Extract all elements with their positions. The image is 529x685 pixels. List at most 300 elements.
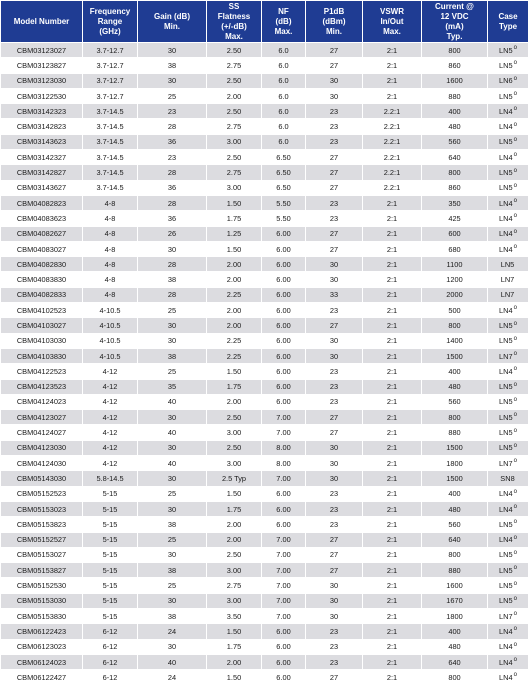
current-cell: 350 — [422, 196, 487, 210]
case-type-cell — [488, 441, 528, 455]
case-footnote-mark: o — [513, 136, 517, 143]
vswr-cell: 2:1 — [363, 242, 421, 256]
case-type-cell — [488, 425, 528, 439]
case-footnote-mark: o — [513, 91, 517, 98]
ss-flatness-cell: 2.00 — [207, 303, 261, 317]
frequency-range-cell: 3.7-14.5 — [83, 150, 137, 164]
case-type-cell — [488, 517, 528, 531]
p1db-cell: 27 — [306, 548, 362, 562]
frequency-range-cell: 4-12 — [83, 441, 137, 455]
case-type-label: LN5 — [499, 60, 513, 70]
nf-cell: 7.00 — [262, 594, 305, 608]
vswr-cell: 2:1 — [363, 334, 421, 348]
table-row — [1, 227, 528, 241]
nf-cell: 6.00 — [262, 242, 305, 256]
table-row — [1, 487, 528, 501]
header-line: Case — [498, 11, 518, 21]
header-line: Model Number — [13, 16, 70, 26]
case-type-cell — [488, 227, 528, 241]
gain-cell: 40 — [138, 425, 206, 439]
ss-flatness-cell: 2.00 — [207, 517, 261, 531]
nf-cell: 6.0 — [262, 89, 305, 103]
nf-cell: 6.50 — [262, 165, 305, 179]
current-cell: 640 — [422, 533, 487, 547]
vswr-cell: 2:1 — [363, 288, 421, 302]
case-type-cell — [488, 563, 528, 577]
case-type-label: LN4 — [499, 504, 513, 514]
case-type-label: LN5 — [499, 519, 513, 529]
gain-cell: 30 — [138, 334, 206, 348]
header-line: Min. — [326, 26, 342, 36]
model-number-cell: CBM03123030 — [1, 74, 82, 88]
gain-cell: 40 — [138, 456, 206, 470]
current-cell: 1600 — [422, 578, 487, 592]
case-type-label: LN4 — [499, 152, 513, 162]
header-line: (GHz) — [99, 26, 121, 36]
gain-cell: 24 — [138, 624, 206, 638]
current-cell: 1800 — [422, 456, 487, 470]
case-footnote-mark: o — [513, 611, 517, 618]
nf-cell: 6.00 — [262, 318, 305, 332]
current-cell: 425 — [422, 211, 487, 225]
p1db-cell: 27 — [306, 425, 362, 439]
p1db-cell: 30 — [306, 89, 362, 103]
case-type-cell — [488, 135, 528, 149]
case-type-label: LN5 — [499, 382, 513, 392]
current-cell: 480 — [422, 119, 487, 133]
model-number-cell: CBM04103830 — [1, 349, 82, 363]
nf-cell: 6.00 — [262, 257, 305, 271]
frequency-range-cell: 5-15 — [83, 609, 137, 623]
case-type-cell — [488, 456, 528, 470]
case-type-cell — [488, 594, 528, 608]
table-row — [1, 502, 528, 516]
ss-flatness-cell: 2.50 — [207, 43, 261, 57]
case-footnote-mark: o — [513, 121, 517, 128]
case-type-label: LN5 — [499, 336, 513, 346]
gain-cell: 25 — [138, 487, 206, 501]
case-footnote-mark: o — [513, 213, 517, 220]
ss-flatness-cell: 3.00 — [207, 563, 261, 577]
nf-cell: 6.50 — [262, 181, 305, 195]
current-cell: 560 — [422, 395, 487, 409]
table-row — [1, 74, 528, 88]
table-row — [1, 517, 528, 531]
gain-cell: 38 — [138, 349, 206, 363]
ss-flatness-cell: 2.50 — [207, 150, 261, 164]
model-number-cell: CBM04082627 — [1, 227, 82, 241]
nf-cell: 7.00 — [262, 471, 305, 485]
nf-cell: 6.00 — [262, 487, 305, 501]
model-number-cell: CBM05153823 — [1, 517, 82, 531]
header-line: Current @ — [435, 1, 474, 11]
gain-cell: 25 — [138, 578, 206, 592]
vswr-cell: 2.2:1 — [363, 150, 421, 164]
case-type-cell — [488, 471, 528, 485]
table-row — [1, 119, 528, 133]
ss-flatness-cell: 1.50 — [207, 670, 261, 684]
p1db-cell: 23 — [306, 640, 362, 654]
header-line: NF — [278, 6, 289, 16]
table-row — [1, 395, 528, 409]
case-footnote-mark: o — [513, 519, 517, 526]
table-row — [1, 456, 528, 470]
table-row — [1, 563, 528, 577]
ss-flatness-cell: 2.75 — [207, 578, 261, 592]
case-footnote-mark: o — [513, 305, 517, 312]
vswr-cell: 2:1 — [363, 517, 421, 531]
frequency-range-cell: 5-15 — [83, 487, 137, 501]
vswr-cell: 2:1 — [363, 196, 421, 210]
nf-cell: 6.0 — [262, 104, 305, 118]
case-footnote-mark: o — [513, 427, 517, 434]
ss-flatness-cell: 3.00 — [207, 456, 261, 470]
current-cell: 1100 — [422, 257, 487, 271]
vswr-cell: 2:1 — [363, 609, 421, 623]
case-type-cell — [488, 609, 528, 623]
case-footnote-mark: o — [513, 657, 517, 664]
case-footnote-mark: o — [513, 75, 517, 82]
model-number-cell: CBM04082830 — [1, 257, 82, 271]
case-type-label: LN7 — [499, 458, 513, 468]
gain-cell: 26 — [138, 227, 206, 241]
p1db-cell: 27 — [306, 242, 362, 256]
case-type-cell — [488, 349, 528, 363]
ss-flatness-cell: 2.50 — [207, 548, 261, 562]
header-line: SS — [228, 1, 240, 11]
ss-flatness-cell: 2.75 — [207, 165, 261, 179]
case-type-label: LN4 — [499, 366, 513, 376]
current-cell: 1800 — [422, 609, 487, 623]
case-type-label: LN6 — [499, 76, 513, 86]
ss-flatness-cell: 2.75 — [207, 58, 261, 72]
current-cell: 500 — [422, 303, 487, 317]
gain-cell: 38 — [138, 609, 206, 623]
case-type-label: LN5 — [499, 397, 513, 407]
current-cell: 640 — [422, 655, 487, 669]
case-footnote-mark: o — [513, 595, 517, 602]
vswr-cell: 2:1 — [363, 380, 421, 394]
nf-cell: 6.00 — [262, 334, 305, 348]
ss-flatness-cell: 2.00 — [207, 533, 261, 547]
nf-cell: 6.00 — [262, 640, 305, 654]
model-number-cell: CBM04082833 — [1, 288, 82, 302]
p1db-cell: 30 — [306, 471, 362, 485]
vswr-cell: 2:1 — [363, 533, 421, 547]
vswr-cell: 2:1 — [363, 272, 421, 286]
gain-cell: 30 — [138, 548, 206, 562]
case-footnote-mark: o — [513, 182, 517, 189]
case-type-label: SN8 — [500, 473, 515, 483]
case-footnote-mark: o — [513, 351, 517, 358]
case-type-cell — [488, 89, 528, 103]
p1db-cell: 23 — [306, 517, 362, 531]
vswr-cell: 2:1 — [363, 640, 421, 654]
table-row — [1, 655, 528, 669]
case-type-label: LN5 — [499, 137, 513, 147]
case-footnote-mark: o — [513, 412, 517, 419]
gain-cell: 30 — [138, 242, 206, 256]
current-cell: 800 — [422, 43, 487, 57]
ss-flatness-cell: 2.00 — [207, 318, 261, 332]
case-type-cell — [488, 196, 528, 210]
gain-cell: 28 — [138, 288, 206, 302]
ss-flatness-cell: 3.00 — [207, 135, 261, 149]
nf-cell: 6.0 — [262, 43, 305, 57]
ss-flatness-cell: 3.00 — [207, 181, 261, 195]
table-row — [1, 196, 528, 210]
table-row — [1, 594, 528, 608]
vswr-cell: 2:1 — [363, 410, 421, 424]
gain-cell: 30 — [138, 74, 206, 88]
current-cell: 400 — [422, 624, 487, 638]
table-row — [1, 640, 528, 654]
case-type-label: LN5 — [499, 443, 513, 453]
case-type-cell — [488, 150, 528, 164]
vswr-cell: 2:1 — [363, 318, 421, 332]
case-type-label: LN4 — [499, 244, 513, 254]
vswr-cell: 2:1 — [363, 502, 421, 516]
header-line: P1dB — [323, 6, 345, 16]
frequency-range-cell: 5-15 — [83, 563, 137, 577]
case-type-label: LN7 — [499, 351, 513, 361]
frequency-range-cell: 5-15 — [83, 517, 137, 531]
gain-cell: 23 — [138, 104, 206, 118]
p1db-cell: 27 — [306, 533, 362, 547]
case-footnote-mark: o — [513, 458, 517, 465]
nf-cell: 5.50 — [262, 196, 305, 210]
p1db-cell: 30 — [306, 456, 362, 470]
table-body — [1, 43, 528, 684]
case-footnote-mark: o — [513, 152, 517, 159]
vswr-cell: 2:1 — [363, 227, 421, 241]
case-footnote-mark: o — [513, 244, 517, 251]
model-number-cell: CBM05153023 — [1, 502, 82, 516]
vswr-cell: 2.2:1 — [363, 165, 421, 179]
nf-cell: 6.00 — [262, 288, 305, 302]
case-type-label: LN4 — [499, 229, 513, 239]
vswr-cell: 2:1 — [363, 594, 421, 608]
case-footnote-mark: o — [513, 626, 517, 633]
case-footnote-mark: o — [513, 580, 517, 587]
model-number-cell: CBM04123027 — [1, 410, 82, 424]
current-cell: 680 — [422, 242, 487, 256]
case-type-cell — [488, 380, 528, 394]
vswr-cell: 2:1 — [363, 548, 421, 562]
ss-flatness-cell: 1.75 — [207, 640, 261, 654]
frequency-range-cell: 4-12 — [83, 395, 137, 409]
table-row — [1, 303, 528, 317]
case-footnote-mark: o — [513, 672, 517, 679]
header-p1db — [306, 1, 362, 42]
header-gain — [138, 1, 206, 42]
current-cell: 860 — [422, 58, 487, 72]
frequency-range-cell: 6-12 — [83, 655, 137, 669]
case-type-cell — [488, 119, 528, 133]
header-line: Max. — [274, 26, 293, 36]
gain-cell: 38 — [138, 272, 206, 286]
p1db-cell: 27 — [306, 165, 362, 179]
frequency-range-cell: 5-15 — [83, 548, 137, 562]
case-type-label: LN5 — [499, 45, 513, 55]
gain-cell: 25 — [138, 303, 206, 317]
case-type-cell — [488, 272, 528, 286]
frequency-range-cell: 3.7-12.7 — [83, 74, 137, 88]
case-type-label: LN5 — [499, 168, 513, 178]
case-footnote-mark: o — [513, 167, 517, 174]
table-row — [1, 548, 528, 562]
nf-cell: 6.00 — [262, 624, 305, 638]
model-number-cell: CBM05153830 — [1, 609, 82, 623]
gain-cell: 30 — [138, 318, 206, 332]
model-number-cell: CBM04124023 — [1, 395, 82, 409]
p1db-cell: 30 — [306, 349, 362, 363]
frequency-range-cell: 5-15 — [83, 578, 137, 592]
case-type-cell — [488, 410, 528, 424]
current-cell: 880 — [422, 563, 487, 577]
ss-flatness-cell: 2.50 — [207, 410, 261, 424]
case-type-cell — [488, 533, 528, 547]
header-current — [422, 1, 487, 42]
case-type-label: LN5 — [499, 320, 513, 330]
nf-cell: 6.00 — [262, 227, 305, 241]
table-row — [1, 425, 528, 439]
gain-cell: 30 — [138, 441, 206, 455]
current-cell: 400 — [422, 364, 487, 378]
frequency-range-cell: 5-15 — [83, 533, 137, 547]
model-number-cell: CBM04082823 — [1, 196, 82, 210]
model-number-cell: CBM05143030 — [1, 471, 82, 485]
case-footnote-mark: o — [513, 397, 517, 403]
vswr-cell: 2:1 — [363, 395, 421, 409]
case-type-label: LN4 — [499, 489, 513, 499]
p1db-cell: 23 — [306, 135, 362, 149]
ss-flatness-cell: 1.25 — [207, 227, 261, 241]
current-cell: 400 — [422, 104, 487, 118]
nf-cell: 8.00 — [262, 441, 305, 455]
case-type-label: LN4 — [499, 642, 513, 652]
case-type-label: LN4 — [499, 122, 513, 132]
gain-cell: 36 — [138, 181, 206, 195]
case-type-label: LN7 — [500, 290, 515, 300]
case-type-label: LN4 — [499, 305, 513, 315]
case-footnote-mark: o — [513, 534, 517, 541]
case-footnote-mark: o — [513, 565, 517, 572]
model-number-cell: CBM06122427 — [1, 670, 82, 684]
nf-cell: 7.00 — [262, 533, 305, 547]
case-footnote-mark: o — [513, 335, 517, 342]
frequency-range-cell: 4-12 — [83, 425, 137, 439]
frequency-range-cell: 6-12 — [83, 670, 137, 684]
header-model-number — [1, 1, 82, 42]
table-row — [1, 318, 528, 332]
table-row — [1, 150, 528, 164]
frequency-range-cell: 4-8 — [83, 227, 137, 241]
vswr-cell: 2:1 — [363, 578, 421, 592]
case-type-label: LN5 — [499, 91, 513, 101]
frequency-range-cell: 5-15 — [83, 502, 137, 516]
case-type-label: LN4 — [499, 626, 513, 636]
p1db-cell: 30 — [306, 74, 362, 88]
p1db-cell: 27 — [306, 181, 362, 195]
gain-cell: 24 — [138, 670, 206, 684]
header-line: Flatness — [217, 11, 251, 21]
case-footnote-mark: o — [513, 366, 517, 373]
ss-flatness-cell: 2.75 — [207, 119, 261, 133]
table-row — [1, 272, 528, 286]
model-number-cell: CBM06124023 — [1, 655, 82, 669]
vswr-cell: 2.2:1 — [363, 119, 421, 133]
model-number-cell: CBM03143623 — [1, 135, 82, 149]
case-type-cell — [488, 43, 528, 57]
case-type-cell — [488, 288, 528, 302]
vswr-cell: 2.2:1 — [363, 104, 421, 118]
p1db-cell: 23 — [306, 364, 362, 378]
nf-cell: 7.00 — [262, 410, 305, 424]
ss-flatness-cell: 3.00 — [207, 425, 261, 439]
case-footnote-mark: o — [513, 381, 517, 388]
ss-flatness-cell: 3.00 — [207, 594, 261, 608]
case-type-label: LN5 — [499, 412, 513, 422]
case-type-cell — [488, 74, 528, 88]
frequency-range-cell: 3.7-12.7 — [83, 89, 137, 103]
header-line: Type — [498, 21, 518, 31]
current-cell: 480 — [422, 380, 487, 394]
case-type-cell — [488, 257, 528, 271]
frequency-range-cell: 4-8 — [83, 288, 137, 302]
model-number-cell: CBM04123523 — [1, 380, 82, 394]
current-cell: 2000 — [422, 288, 487, 302]
case-type-cell — [488, 487, 528, 501]
current-cell: 800 — [422, 670, 487, 684]
header-line: In/Out — [380, 16, 404, 26]
p1db-cell: 23 — [306, 211, 362, 225]
header-line: (dBm) — [322, 16, 346, 26]
case-type-label: LN4 — [499, 672, 513, 682]
ss-flatness-cell: 1.75 — [207, 502, 261, 516]
case-type-label: LN4 — [499, 213, 513, 223]
table-row — [1, 288, 528, 302]
nf-cell: 6.00 — [262, 349, 305, 363]
nf-cell: 5.50 — [262, 211, 305, 225]
table-row — [1, 441, 528, 455]
nf-cell: 7.00 — [262, 578, 305, 592]
header-line: (+/-dB) — [221, 21, 247, 31]
ss-flatness-cell: 1.50 — [207, 364, 261, 378]
frequency-range-cell: 3.7-12.7 — [83, 58, 137, 72]
frequency-range-cell: 4-8 — [83, 272, 137, 286]
table-row — [1, 165, 528, 179]
header-line: 12 VDC — [440, 11, 469, 21]
nf-cell: 8.00 — [262, 456, 305, 470]
model-number-cell: CBM04083623 — [1, 211, 82, 225]
case-type-cell — [488, 211, 528, 225]
model-number-cell: CBM04124027 — [1, 425, 82, 439]
p1db-cell: 27 — [306, 410, 362, 424]
nf-cell: 7.00 — [262, 548, 305, 562]
header-line: (mA) — [445, 21, 464, 31]
frequency-range-cell: 4-10.5 — [83, 334, 137, 348]
header-line: Range — [97, 16, 123, 26]
model-number-cell: CBM03143627 — [1, 181, 82, 195]
case-type-label: LN7 — [500, 275, 515, 285]
case-type-cell — [488, 624, 528, 638]
case-type-label: LN5 — [499, 550, 513, 560]
gain-cell: 36 — [138, 211, 206, 225]
gain-cell: 38 — [138, 563, 206, 577]
case-footnote-mark: o — [513, 488, 517, 495]
case-type-cell — [488, 578, 528, 592]
